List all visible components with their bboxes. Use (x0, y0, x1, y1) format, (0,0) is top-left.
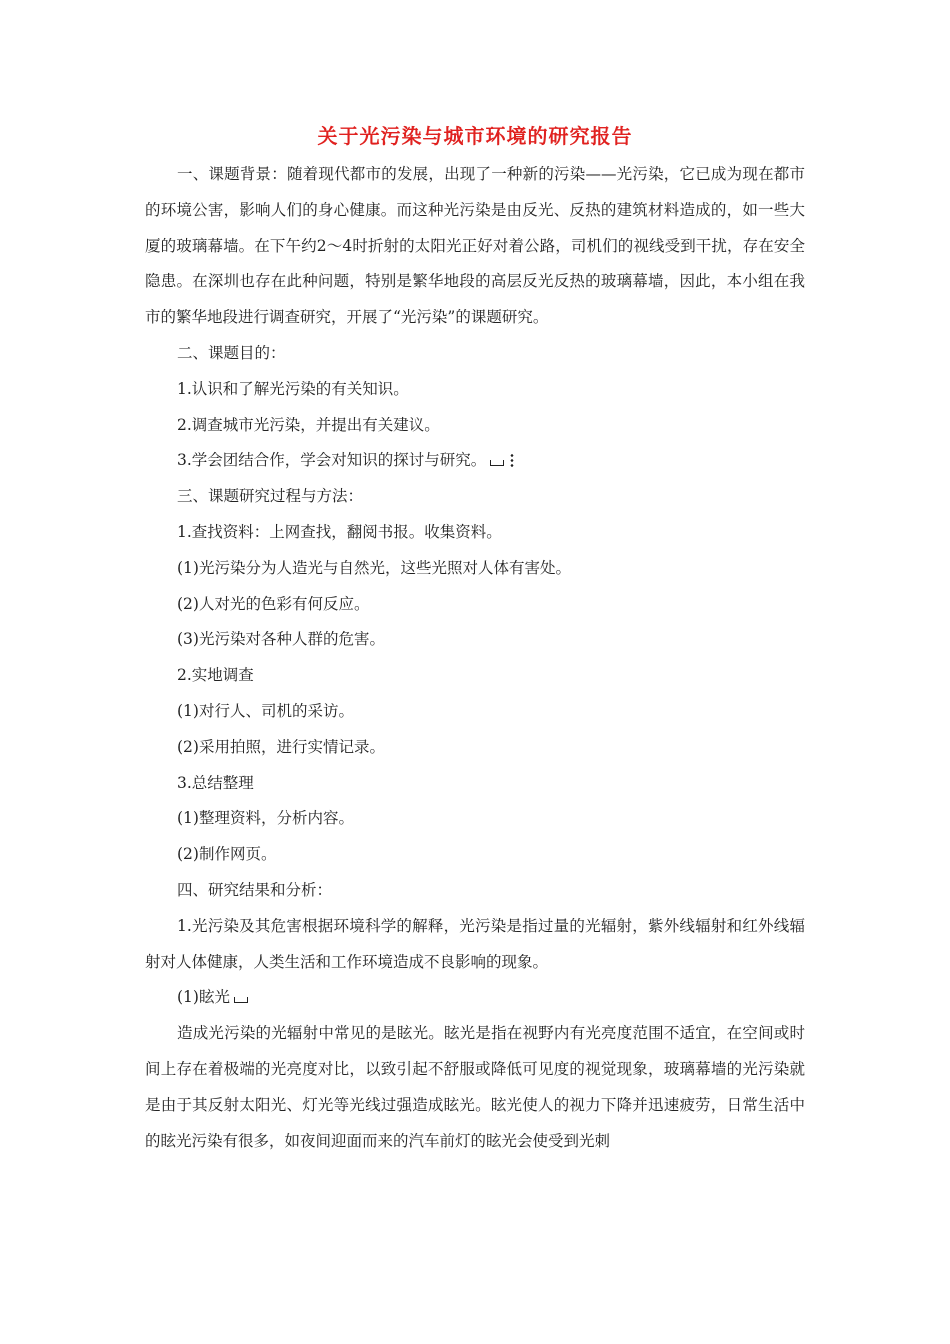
paragraph-glare: 造成光污染的光辐射中常见的是眩光。眩光是指在视野内有光亮度范围不适宜，在空间或时间上存在着极端的光亮度对比，以致引起不舒服或降低可见度的视觉现象，玻璃幕墙的光污染就是由于其反射太阳光、灯光等光线过强造成眩光。眩光使人的视力下降并迅速疲劳，日常生活中的眩光污染有很多，如夜间迎面而来的汽车前灯的眩光会使受到光刺 (145, 1024, 805, 1150)
heading-purpose: 二、课题目的： (177, 343, 286, 362)
bracket-mark-icon (490, 456, 504, 466)
subheading-text: (1)眩光 (177, 988, 230, 1007)
list-item: (1)对行人、司机的采访。 (177, 701, 354, 720)
list-item: (2)制作网页。 (177, 845, 277, 864)
paragraph-definition: 1.光污染及其危害根据环境科学的解释，光污染是指过量的光辐射，紫外线辐射和红外线辐射对人体健康，人类生活和工作环境造成不良影响的现象。 (145, 916, 805, 971)
paragraph-background: 一、课题背景：随着现代都市的发展，出现了一种新的污染——光污染，它已成为现在都市的环境公害，影响人们的身心健康。而这种光污染是由反光、反热的建筑材料造成的，如一些大厦的玻璃幕墙。在下午约2～4时折射的太阳光正好对着公路，司机们的视线受到干扰，存在安全隐患。在深圳也存在此种问题，特别是繁华地段的高层反光反热的玻璃幕墙，因此，本小组在我市的繁华地段进行调查研究，开展了“光污染”的课题研究。 (145, 165, 805, 327)
list-item: (1)整理资料，分析内容。 (177, 809, 354, 828)
list-item: 1.认识和了解光污染的有关知识。 (177, 379, 409, 398)
list-item (145, 443, 805, 479)
list-item: (3)光污染对各种人群的危害。 (177, 630, 385, 649)
subheading-glare (145, 980, 805, 1016)
document-body (145, 157, 805, 1159)
heading-results: 四、研究结果和分析： (177, 880, 333, 899)
list-item: (2)采用拍照，进行实情记录。 (177, 737, 385, 756)
list-item: (2)人对光的色彩有何反应。 (177, 594, 370, 613)
list-item: (1)光污染分为人造光与自然光，这些光照对人体有害处。 (177, 558, 571, 577)
vertical-dots-icon (510, 453, 514, 467)
list-item: 2.调查城市光污染，并提出有关建议。 (177, 415, 440, 434)
heading-process: 三、课题研究过程与方法： (177, 487, 364, 506)
list-item: 3.总结整理 (177, 773, 254, 792)
list-item-text: 3.学会团结合作，学会对知识的探讨与研究。 (177, 451, 487, 470)
list-item: 2.实地调查 (177, 666, 254, 685)
list-item: 1.查找资料：上网查找，翻阅书报。收集资料。 (177, 522, 502, 541)
document-title: 关于光污染与城市环境的研究报告 (317, 124, 633, 148)
bracket-mark-icon (234, 993, 248, 1003)
